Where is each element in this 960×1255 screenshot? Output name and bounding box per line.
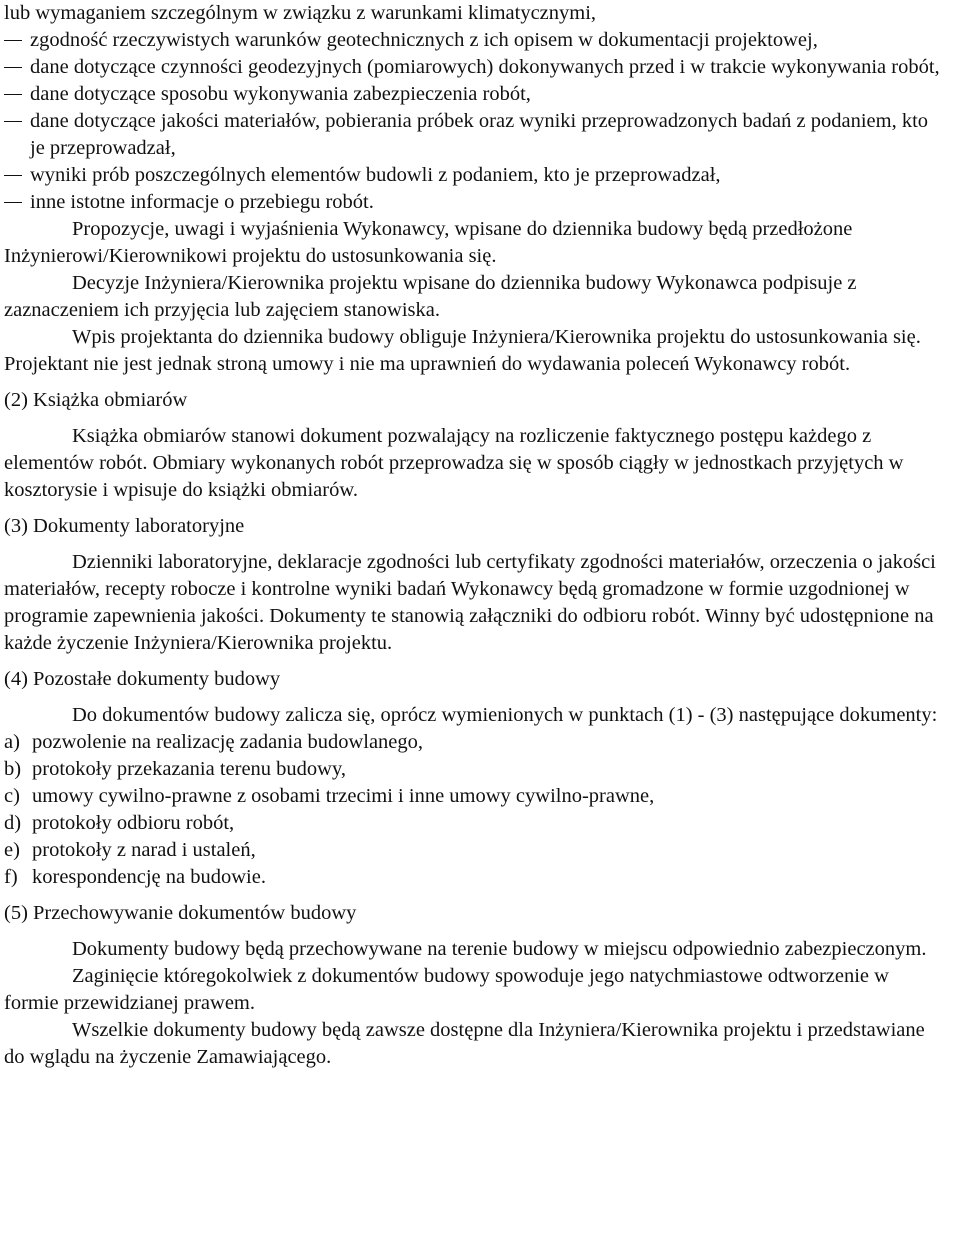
dash-item-text: dane dotyczące sposobu wykonywania zabezpieczenia robót,: [30, 83, 531, 105]
dash-item-6: [4, 189, 944, 216]
letter-item-text: umowy cywilno-prawne z osobami trzecimi i inne umowy cywilno-prawne,: [32, 785, 655, 807]
letter-marker: e): [4, 839, 20, 861]
letter-marker: c): [4, 785, 20, 807]
letter-item-text: protokoły z narad i ustaleń,: [32, 839, 256, 861]
paragraph-decisions: Decyzje Inżyniera/Kierownika projektu wpisane do dziennika budowy Wykonawca podpisuje z zaznaczeniem ich przyjęcia lub zajęciem stanowiska.: [4, 272, 857, 321]
dash-item-5: [4, 162, 944, 189]
letter-item-e: [4, 837, 944, 864]
dash-item-4: [4, 108, 944, 162]
dash-bullet-icon: [4, 175, 22, 176]
letter-list: [4, 729, 944, 891]
letter-item-text: protokoły przekazania terenu budowy,: [32, 758, 347, 780]
dash-item-text: wyniki prób poszczególnych elementów budowli z podaniem, kto je przeprowadzał,: [30, 164, 721, 186]
dash-item-text: dane dotyczące jakości materiałów, pobierania próbek oraz wyniki przeprowadzonych badań z podaniem, kto je przeprowadzał,: [30, 110, 929, 159]
letter-item-c: [4, 783, 944, 810]
section-heading-2: (2) Książka obmiarów: [4, 389, 188, 411]
dash-bullet-icon: [4, 202, 22, 203]
dash-item-text: inne istotne informacje o przebiegu robót.: [30, 191, 374, 213]
paragraph-proposals: Propozycje, uwagi i wyjaśnienia Wykonawcy, wpisane do dziennika budowy będą przedłożone Inżynierowi/Kierownikowi projektu do ustosunkowania się.: [4, 218, 853, 267]
dash-item-2: [4, 54, 944, 81]
letter-marker: b): [4, 758, 22, 780]
dash-list: [4, 27, 944, 216]
letter-item-text: pozwolenie na realizację zadania budowlanego,: [32, 731, 424, 753]
section-text-3: Dzienniki laboratoryjne, deklaracje zgodności lub certyfikaty zgodności materiałów, orzeczenia o jakości materiałów, recepty robocze i kontrolne wyniki badań Wykonawcy będą gromadzone w formie uzgodnionej w programie zapewnienia jakości. Dokumenty te stanowią załączniki do odbioru robót. Winny być udostępnione na każde życzenie Inżyniera/Kierownika projektu.: [4, 551, 936, 654]
section-heading-5: (5) Przechowywanie dokumentów budowy: [4, 902, 357, 924]
dash-item-text: zgodność rzeczywistych warunków geotechnicznych z ich opisem w dokumentacji projektowej,: [30, 29, 818, 51]
dash-item-1: [4, 27, 944, 54]
letter-marker: f): [4, 866, 18, 888]
letter-item-text: protokoły odbioru robót,: [32, 812, 235, 834]
letter-item-b: [4, 756, 944, 783]
letter-item-f: [4, 864, 944, 891]
dash-item-3: [4, 81, 944, 108]
letter-marker: a): [4, 731, 20, 753]
section-text-2: Książka obmiarów stanowi dokument pozwalający na rozliczenie faktycznego postępu każdego z elementów robót. Obmiary wykonanych robót przeprowadza się w sposób ciągły w jednostkach przyjętych w kosztorysie i wpisuje do książki obmiarów.: [4, 425, 904, 501]
letter-item-text: korespondencję na budowie.: [32, 866, 266, 888]
section-text-5-3: Wszelkie dokumenty budowy będą zawsze dostępne dla Inżyniera/Kierownika projektu i przedstawiane do wglądu na życzenie Zamawiającego.: [4, 1019, 925, 1068]
section-text-5-2: Zaginięcie któregokolwiek z dokumentów budowy spowoduje jego natychmiastowe odtworzenie w formie przewidzianej prawem.: [4, 965, 889, 1014]
intro-continuation: lub wymaganiem szczególnym w związku z warunkami klimatycznymi,: [4, 2, 597, 24]
dash-bullet-icon: [4, 94, 22, 95]
section-text-4: Do dokumentów budowy zalicza się, oprócz wymienionych w punktach (1) - (3) następujące dokumenty:: [72, 704, 938, 726]
section-heading-3: (3) Dokumenty laboratoryjne: [4, 515, 245, 537]
dash-bullet-icon: [4, 40, 22, 41]
paragraph-designer-entry: Wpis projektanta do dziennika budowy obliguje Inżyniera/Kierownika projektu do ustosunkowania się. Projektant nie jest jednak stroną umowy i nie ma uprawnień do wydawania poleceń Wykonawcy robót.: [4, 326, 921, 375]
letter-marker: d): [4, 812, 22, 834]
dash-bullet-icon: [4, 121, 22, 122]
letter-item-a: [4, 729, 944, 756]
dash-bullet-icon: [4, 67, 22, 68]
dash-item-text: dane dotyczące czynności geodezyjnych (pomiarowych) dokonywanych przed i w trakcie wykonywania robót,: [30, 56, 940, 78]
section-text-5-1: Dokumenty budowy będą przechowywane na terenie budowy w miejscu odpowiednio zabezpieczonym.: [72, 938, 927, 960]
section-heading-4: (4) Pozostałe dokumenty budowy: [4, 668, 281, 690]
letter-item-d: [4, 810, 944, 837]
